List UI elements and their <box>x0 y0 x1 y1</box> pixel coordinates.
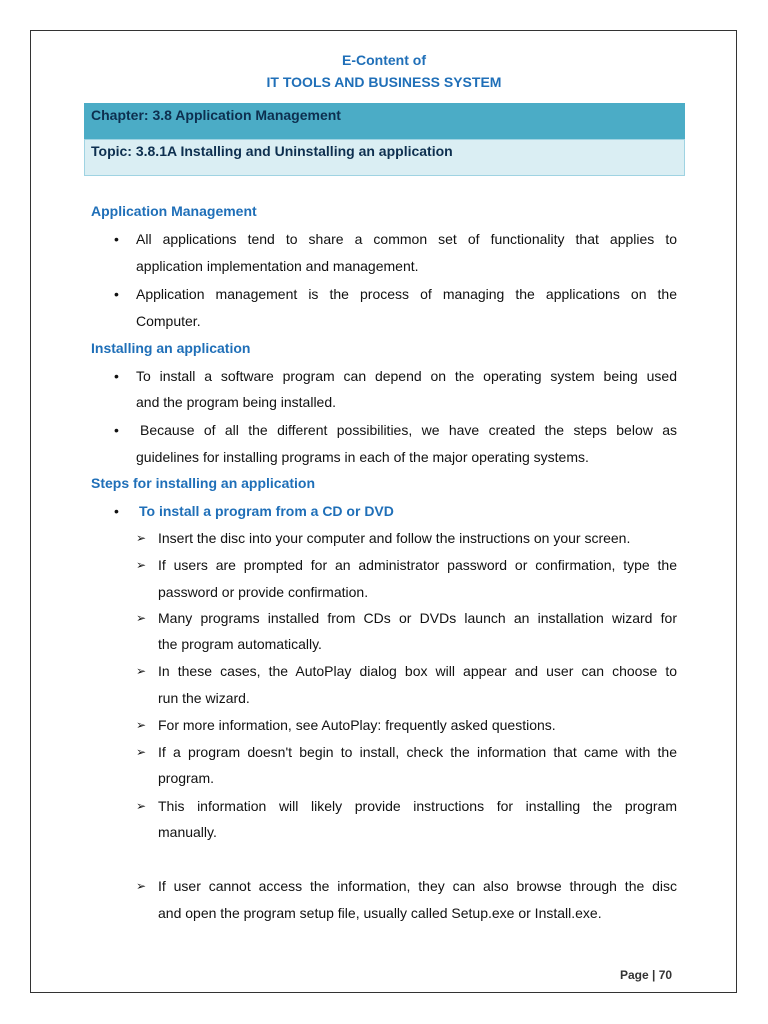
header-line-1: E-Content of <box>342 52 426 68</box>
arrow-bullet-icon: ➢ <box>136 718 147 732</box>
arrow-bullet-icon: ➢ <box>136 745 147 759</box>
section-heading-installing: Installing an application <box>91 340 251 356</box>
step-line: If users are prompted for an administrator password or confirmation, type the <box>158 557 677 573</box>
arrow-bullet-icon: ➢ <box>136 799 147 813</box>
step-line: Insert the disc into your computer and follow the instructions on your screen. <box>158 530 631 546</box>
step-line: and open the program setup file, usually called Setup.exe or Install.exe. <box>158 905 602 921</box>
arrow-bullet-icon: ➢ <box>136 558 147 572</box>
arrow-bullet-icon: ➢ <box>136 611 147 625</box>
step-line: This information will likely provide instructions for installing the program <box>158 798 677 814</box>
bullet-icon: • <box>114 231 119 247</box>
step-line: program. <box>158 770 215 786</box>
paragraph-line: application implementation and management. <box>136 258 419 274</box>
paragraph-line: Application management is the process of managing the applications on the <box>136 286 677 302</box>
bullet-icon: • <box>114 368 119 384</box>
step-line: For more information, see AutoPlay: frequently asked questions. <box>158 717 556 733</box>
arrow-bullet-icon: ➢ <box>136 531 147 545</box>
topic-banner: Topic: 3.8.1A Installing and Uninstalling an application <box>84 139 685 176</box>
paragraph-line: Because of all the different possibilities, we have created the steps below as <box>140 422 677 438</box>
step-line: If user cannot access the information, they can also browse through the disc <box>158 878 677 894</box>
arrow-bullet-icon: ➢ <box>136 879 147 893</box>
paragraph-line: To install a software program can depend on the operating system being used <box>136 368 677 384</box>
subheading-cd-dvd: To install a program from a CD or DVD <box>139 503 394 519</box>
page-number: Page | 70 <box>620 968 673 982</box>
step-line: password or provide confirmation. <box>158 584 369 600</box>
step-line: Many programs installed from CDs or DVDs launch an installation wizard for <box>158 610 677 626</box>
paragraph-line: guidelines for installing programs in each of the major operating systems. <box>136 449 589 465</box>
bullet-icon: • <box>114 503 119 519</box>
step-line: In these cases, the AutoPlay dialog box will appear and user can choose to <box>158 663 677 679</box>
step-line: manually. <box>158 824 217 840</box>
step-line: run the wizard. <box>158 690 250 706</box>
section-heading-steps: Steps for installing an application <box>91 475 316 491</box>
bullet-icon: • <box>114 286 119 302</box>
section-heading-application-management: Application Management <box>91 203 257 219</box>
chapter-banner: Chapter: 3.8 Application Management <box>84 103 685 139</box>
arrow-bullet-icon: ➢ <box>136 664 147 678</box>
step-line: If a program doesn't begin to install, check the information that came with the <box>158 744 677 760</box>
paragraph-line: Computer. <box>136 313 201 329</box>
paragraph-line: All applications tend to share a common set of functionality that applies to <box>136 231 677 247</box>
step-line: the program automatically. <box>158 636 322 652</box>
header-title: IT TOOLS AND BUSINESS SYSTEM <box>266 74 502 90</box>
paragraph-line: and the program being installed. <box>136 394 337 410</box>
bullet-icon: • <box>114 422 119 438</box>
